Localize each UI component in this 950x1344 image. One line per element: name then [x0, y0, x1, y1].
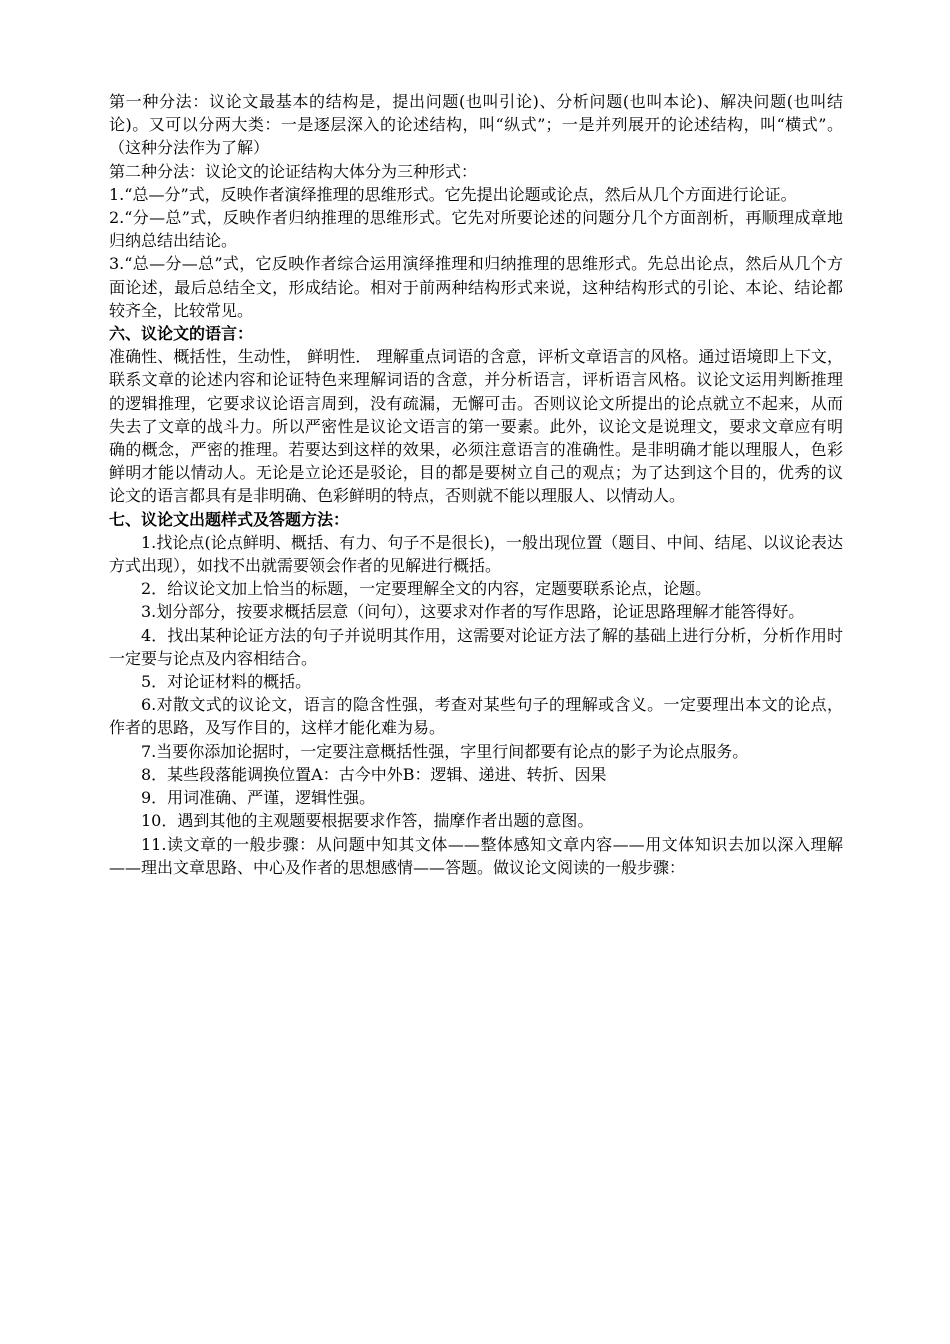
- section-7-item-4: 4．找出某种论证方法的句子并说明其作用，这需要对论证方法了解的基础上进行分析，分析作用时一定要与论点及内容相结合。: [109, 625, 843, 668]
- section-7-item-6: 6.对散文式的议论文，语言的隐含性强，考查对某些句子的理解或含义。一定要理出本文的论点，作者的思路，及写作目的，这样才能化难为易。: [109, 695, 843, 738]
- structure-form-1: 1.“总—分”式，反映作者演绎推理的思维形式。它先提出论题或论点，然后从几个方面进行论证。: [109, 184, 797, 204]
- section-7-item-8: 8．某些段落能调换位置A：古今中外B：逻辑、递进、转折、因果: [141, 764, 607, 784]
- structure-method-1: 第一种分法：议论文最基本的结构是，提出问题(也叫引论)、分析问题(也叫本论)、解决问题(也叫结论)。又可以分两大类：一是逐层深入的论述结构，叫“纵式”；一是并列展开的论述结构，叫“横式”。（这种分法作为了解）: [109, 92, 843, 158]
- section-7-item-7: 7.当要你添加论据时，一定要注意概括性强，字里行间都要有论点的影子为论点服务。: [141, 741, 749, 761]
- section-7-item-9: 9．用词准确、严谨，逻辑性强。: [141, 788, 376, 808]
- section-7-item-1: 1.找论点(论点鲜明、概括、有力、句子不是很长)，一般出现位置（题目、中间、结尾、以议论表达方式出现），如找不出就需要领会作者的见解进行概括。: [109, 532, 843, 576]
- structure-form-2: 2.“分—总”式，反映作者归纳推理的思维形式。它先对所要论述的问题分几个方面剖析，再顺理成章地归纳总结出结论。: [109, 208, 843, 251]
- section-7-item-2: 2．给议论文加上恰当的标题，一定要理解全文的内容，定题要联系论点，论题。: [141, 579, 712, 599]
- section-6-heading: 六、议论文的语言：: [109, 324, 254, 344]
- section-7-item-10: 10．遇到其他的主观题要根据要求作答，揣摩作者出题的意图。: [141, 811, 594, 831]
- section-7-heading: 七、议论文出题样式及答题方法：: [109, 509, 350, 529]
- section-6-body: 准确性、概括性，生动性， 鲜明性． 理解重点词语的含意，评析文章语言的风格。通过语境即上下文，联系文章的论述内容和论证特色来理解词语的含意，并分析语言，评析语言风格。议论文运用判断推理的逻辑推理，它要求议论语言周到，没有疏漏，无懈可击。否则议论文所提出的论点就立不起来，从而失去了文章的战斗力。所以严密性是议论文语言的第一要素。此外，议论文是说理文，要求文章应有明确的概念，严密的推理。若要达到这样的效果，必须注意语言的准确性。是非明确才能以理服人，色彩鲜明才能以情动人。无论是立论还是驳论，目的都是要树立自己的观点；为了达到这个目的，优秀的议论文的语言都具有是非明确、色彩鲜明的特点，否则就不能以理服人、以情动人。: [109, 347, 843, 506]
- structure-method-2-intro: 第二种分法：议论文的论证结构大体分为三种形式：: [109, 161, 478, 181]
- structure-form-3: 3.“总—分—总”式，它反映作者综合运用演绎推理和归纳推理的思维形式。先总出论点，然后从几个方面论述，最后总结全文，形成结论。相对于前两种结构形式来说，这种结构形式的引论、本论、结论都较齐全，比较常见。: [109, 254, 843, 320]
- section-7-item-5: 5．对论证材料的概括。: [141, 672, 312, 692]
- document-page: [109, 90, 843, 879]
- section-7-item-3: 3.划分部分，按要求概括层意（问句），这要求对作者的写作思路，论证思路理解才能答得好。: [141, 602, 805, 622]
- section-7-item-11: 11.读文章的一般步骤：从问题中知其文体——整体感知文章内容——用文体知识去加以深入理解——理出文章思路、中心及作者的思想感情——答题。做议论文阅读的一般步骤：: [109, 834, 843, 877]
